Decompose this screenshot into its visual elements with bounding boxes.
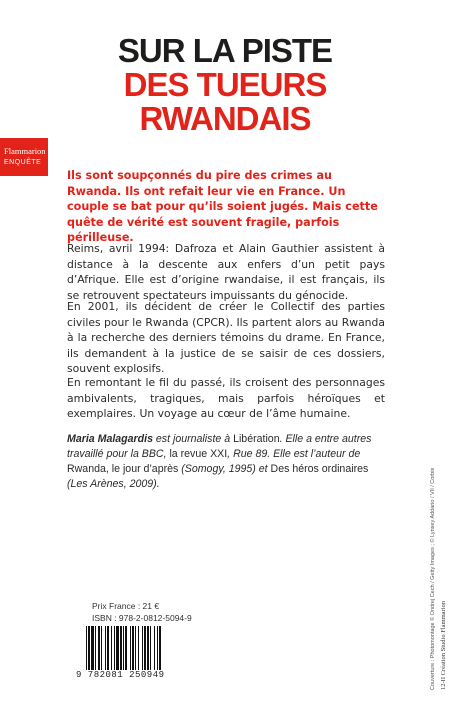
- barcode-bar: [154, 626, 155, 670]
- body-paragraph-1: Reims, avril 1994: Dafroza et Alain Gauthier assistent à distance à la descente aux enfers d’un petit pays d’Afrique. Elle est d’origine rwandaise, il est français, ils se retrouvent spectateurs impuissants du génocide.: [67, 242, 385, 302]
- title-line-3: RWANDAIS: [139, 100, 311, 137]
- lead-text: Ils sont soupçonnés du pire des crimes au Rwanda. Ils ont refait leur vie en France. Un couple se bat pour qu’ils soient jugés. Mais cette quête de vérité est souvent fragile, parfois périlleuse.: [67, 169, 378, 244]
- barcode-bar: [135, 626, 136, 670]
- barcode-bar: [105, 626, 106, 670]
- barcode-bar: [123, 626, 124, 670]
- publisher-logo: [0, 138, 48, 176]
- barcode-bar: [132, 626, 134, 670]
- barcode-bar: [98, 626, 100, 670]
- collection-name: ENQUÊTE: [4, 159, 42, 166]
- barcode-bar: [157, 626, 158, 670]
- book-title: [0, 34, 450, 136]
- isbn-label: ISBN : 978-2-0812-5094-9: [92, 613, 192, 623]
- barcode-bars: [86, 626, 192, 670]
- barcode-bar: [95, 626, 96, 670]
- barcode-bar: [150, 626, 151, 670]
- price-label: Prix France : 21 €: [92, 601, 160, 611]
- author-bio: Maria Malagardis est journaliste à Libération. Elle a entre autres travaillé pour la BBC, la revue XXI, Rue 89. Elle est l’auteur de Rwanda, le jour d’après (Somogy, 1995) et Des héros ordinaires (Les Arènes, 2009).: [67, 433, 372, 490]
- body-paragraph-3: En remontant le fil du passé, ils croisent des personnages ambivalents, tragiques, mais parfois héroïques et exemplaires. Un voyage au cœur de l’âme humaine.: [67, 376, 385, 420]
- body-paragraph-2: En 2001, ils décident de créer le Collectif des parties civiles pour le Rwanda (CPCR). Ils partent alors au Rwanda à la recherche des derniers témoins du drame. En France, ils demandent à la justice de se saisir de ces dossiers, souvent explosifs.: [67, 300, 385, 375]
- barcode-bar: [138, 626, 139, 670]
- barcode-bar: [147, 626, 149, 670]
- barcode-bar: [142, 626, 143, 670]
- barcode-bar: [116, 626, 119, 670]
- title-line-2: DES TUEURS: [123, 66, 327, 103]
- barcode-bar: [88, 626, 90, 670]
- studio-credit: 12-II Création Studio Flammarion: [440, 600, 447, 690]
- barcode-bar: [111, 626, 112, 670]
- barcode-digits: 9 782081 250949: [76, 670, 165, 680]
- barcode-bar: [86, 626, 87, 670]
- barcode-bar: [101, 626, 102, 670]
- barcode-bar: [91, 626, 94, 670]
- barcode-bar: [144, 626, 146, 670]
- barcode: [76, 626, 194, 680]
- barcode-bar: [120, 626, 122, 670]
- photo-credits: Couverture : Photomontage © Ondrej Cech / Getty Images ; © Lynsey Addario / VII / Corbis: [430, 467, 436, 690]
- barcode-bar: [130, 626, 131, 670]
- barcode-bar: [159, 626, 161, 670]
- title-line-1: SUR LA PISTE: [117, 32, 333, 69]
- barcode-bar: [107, 626, 109, 670]
- publisher-name: Flammarion: [4, 146, 46, 156]
- author-name: Maria Malagardis: [67, 433, 153, 445]
- barcode-bar: [114, 626, 115, 670]
- barcode-bar: [125, 626, 127, 670]
